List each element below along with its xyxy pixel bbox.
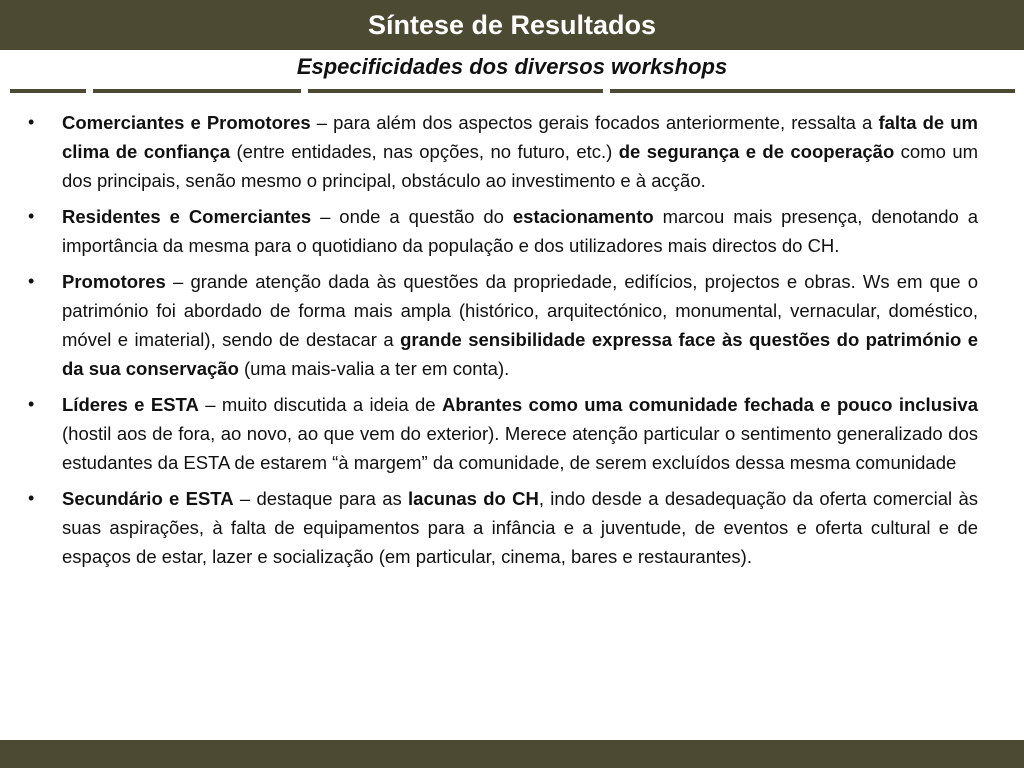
bullet-bold-text: Secundário e ESTA — [62, 488, 234, 509]
bullet-dot-icon: • — [28, 206, 35, 226]
bullet-text: (uma mais-valia a ter em conta). — [238, 358, 510, 379]
bullet-item — [27, 484, 978, 571]
bullet-text: (hostil aos de fora, ao novo, ao que vem do exterior). Merece atenção particular o sentimento generalizado dos estudantes da ESTA de estarem “à margem” da comunidade, de serem excluídos dessa mesma comunidade — [62, 423, 978, 473]
slide-body — [27, 108, 978, 578]
bullet-text: como um dos principais, senão mesmo o principal, obstáculo ao investimento e à acção. — [62, 141, 979, 191]
bullet-item — [27, 267, 978, 383]
bullet-dot-icon: • — [28, 488, 35, 508]
bullet-text: – onde a questão do — [311, 206, 513, 227]
bullet-text: – muito discutida a ideia de — [198, 394, 442, 415]
bullet-list — [27, 108, 978, 571]
bullet-text: – para além dos aspectos gerais focados anteriormente, ressalta a — [310, 112, 879, 133]
bullet-dot-icon: • — [28, 112, 35, 132]
bullet-text: marcou mais presença, denotando a importância da mesma para o quotidiano da população e dos utilizadores mais directos do CH. — [62, 206, 978, 256]
divider-segment — [308, 89, 603, 93]
bullet-text: – grande atenção dada às questões da propriedade, edifícios, projectos e obras. Ws em que o património foi abordado de forma mais ampla (histórico, arquitectónico, monumental, vernacular, doméstico, móvel e imaterial), sendo de destacar a — [62, 271, 978, 350]
title-bar — [0, 0, 1024, 50]
footer-bar — [0, 740, 1024, 768]
bullet-bold-text: Residentes e Comerciantes — [62, 206, 312, 227]
bullet-bold-text: lacunas do CH — [408, 488, 539, 509]
bullet-dot-icon: • — [28, 271, 35, 291]
divider-segment — [610, 89, 1015, 93]
bullet-bold-text: Líderes e ESTA — [62, 394, 199, 415]
bullet-item — [27, 108, 978, 195]
bullet-text: , indo desde a desadequação da oferta comercial às suas aspirações, à falta de equipamentos para a infância e a juventude, de eventos e oferta cultural e de espaços de estar, lazer e socialização (em particular, cinema, bares e restaurantes). — [62, 488, 978, 567]
bullet-text: (entre entidades, nas opções, no futuro, etc.) — [230, 141, 619, 162]
slide-title: Síntese de Resultados — [367, 9, 657, 40]
bullet-bold-text: Abrantes como uma comunidade fechada e pouco inclusiva — [441, 394, 978, 415]
bullet-bold-text: Promotores — [62, 271, 166, 292]
bullet-item — [27, 202, 978, 260]
divider-segment — [93, 89, 301, 93]
slide-subtitle: Especificidades dos diversos workshops — [296, 54, 728, 79]
bullet-bold-text: Comerciantes e Promotores — [62, 112, 311, 133]
divider-segment — [10, 89, 86, 93]
bullet-bold-text: falta de um clima de confiança — [62, 112, 978, 162]
bullet-dot-icon: • — [28, 394, 35, 414]
bullet-bold-text: estacionamento — [512, 206, 654, 227]
bullet-text: – destaque para as — [233, 488, 409, 509]
bullet-bold-text: de segurança e de cooperação — [618, 141, 895, 162]
bullet-item — [27, 390, 978, 477]
bullet-bold-text: grande sensibilidade expressa face às questões do património e da sua conservação — [62, 329, 978, 379]
